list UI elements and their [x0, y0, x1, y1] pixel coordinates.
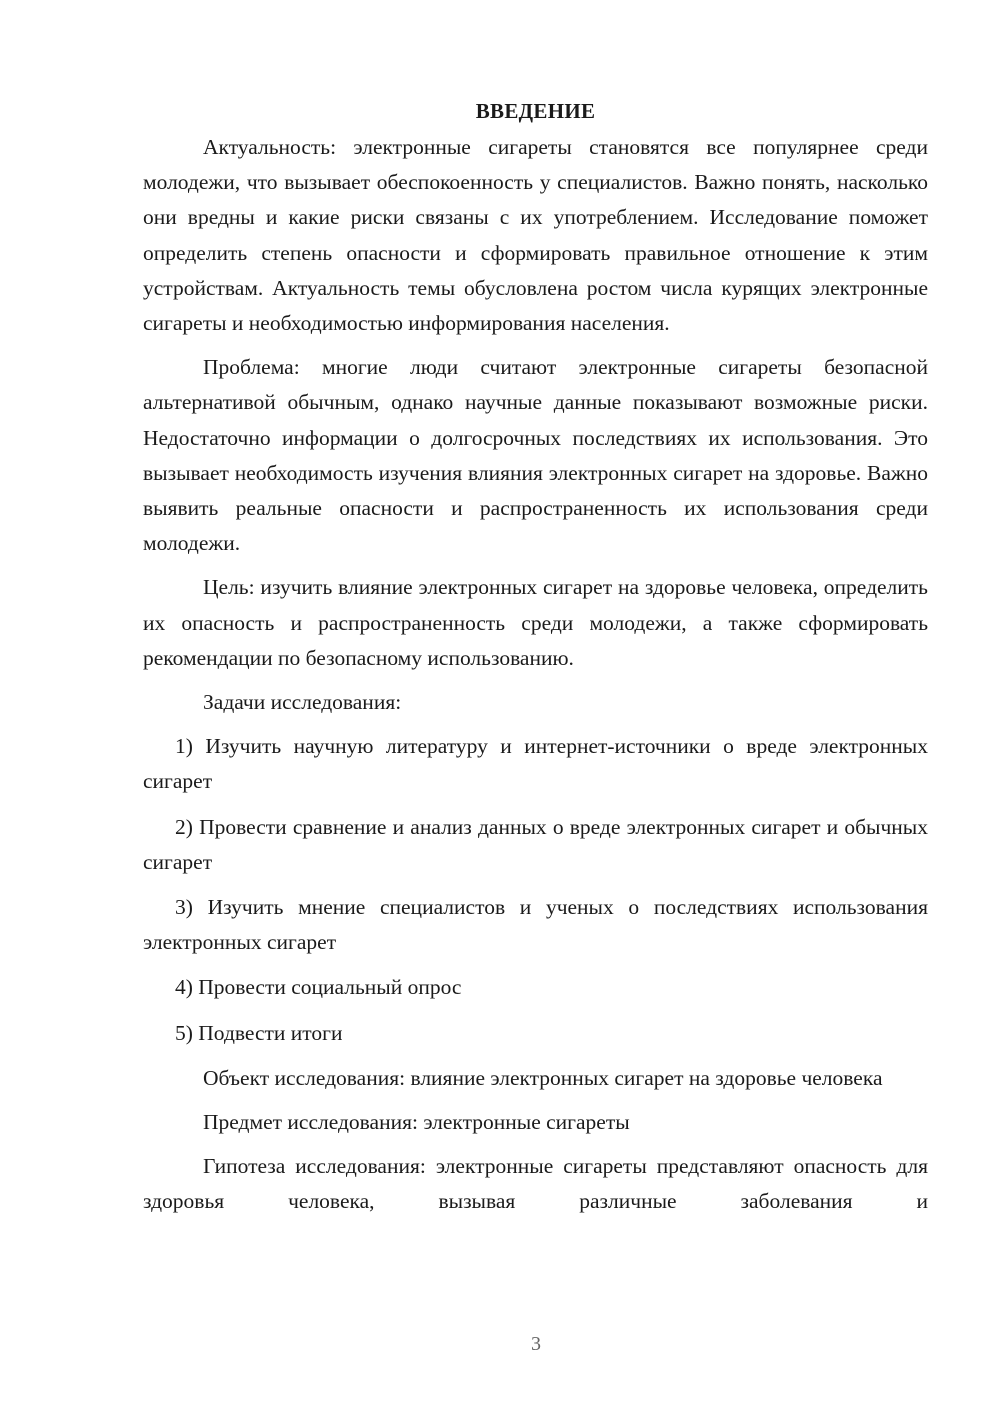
goal-paragraph: Цель: изучить влияние электронных сигарет на здоровье человека, определить их опасность и распространенность среди молодежи, а также сформировать рекомендации по безопасному использованию. — [143, 575, 928, 670]
relevance-paragraph: Актуальность: электронные сигареты становятся все популярнее среди молодежи, что вызывает обеспокоенность у специалистов. Важно понять, насколько они вредны и какие риски связаны с их употреблением. Исследование поможет определить степень опасности и сформировать правильное отношение к этим устройствам. Актуальность темы обусловлена ростом числа курящих электронные сигареты и необходимостью информирования населения. — [143, 135, 928, 336]
page-title: ВВЕДЕНИЕ — [475, 99, 596, 123]
task-item-4: 4) Провести социальный опрос — [175, 975, 462, 1000]
tasks-list — [143, 729, 928, 1051]
hypothesis-paragraph: Гипотеза исследования: электронные сигареты представляют опасность для здоровья человека, вызывая различные заболевания и — [143, 1154, 928, 1214]
task-item-2: 2) Провести сравнение и анализ данных о вреде электронных сигарет и обычных сигарет — [143, 814, 928, 874]
problem-paragraph: Проблема: многие люди считают электронные сигареты безопасной альтернативой обычным, однако научные данные показывают возможные риски. Недостаточно информации о долгосрочных последствиях их использования. Это вызывает необходимость изучения влияния электронных сигарет на здоровье. Важно выявить реальные опасности и распространенность их использования среди молодежи. — [143, 355, 928, 556]
task-item-5: 5) Подвести итоги — [175, 1020, 343, 1045]
tasks-heading: Задачи исследования: — [203, 690, 402, 715]
task-item-3: 3) Изучить мнение специалистов и ученых о последствиях использования электронных сигарет — [143, 895, 928, 955]
subject-paragraph: Предмет исследования: электронные сигареты — [203, 1110, 630, 1135]
page-number: 3 — [531, 1333, 541, 1355]
document-page — [143, 96, 928, 1229]
task-item-1: 1) Изучить научную литературу и интернет-источники о вреде электронных сигарет — [143, 734, 928, 794]
object-paragraph: Объект исследования: влияние электронных сигарет на здоровье человека — [203, 1065, 883, 1090]
